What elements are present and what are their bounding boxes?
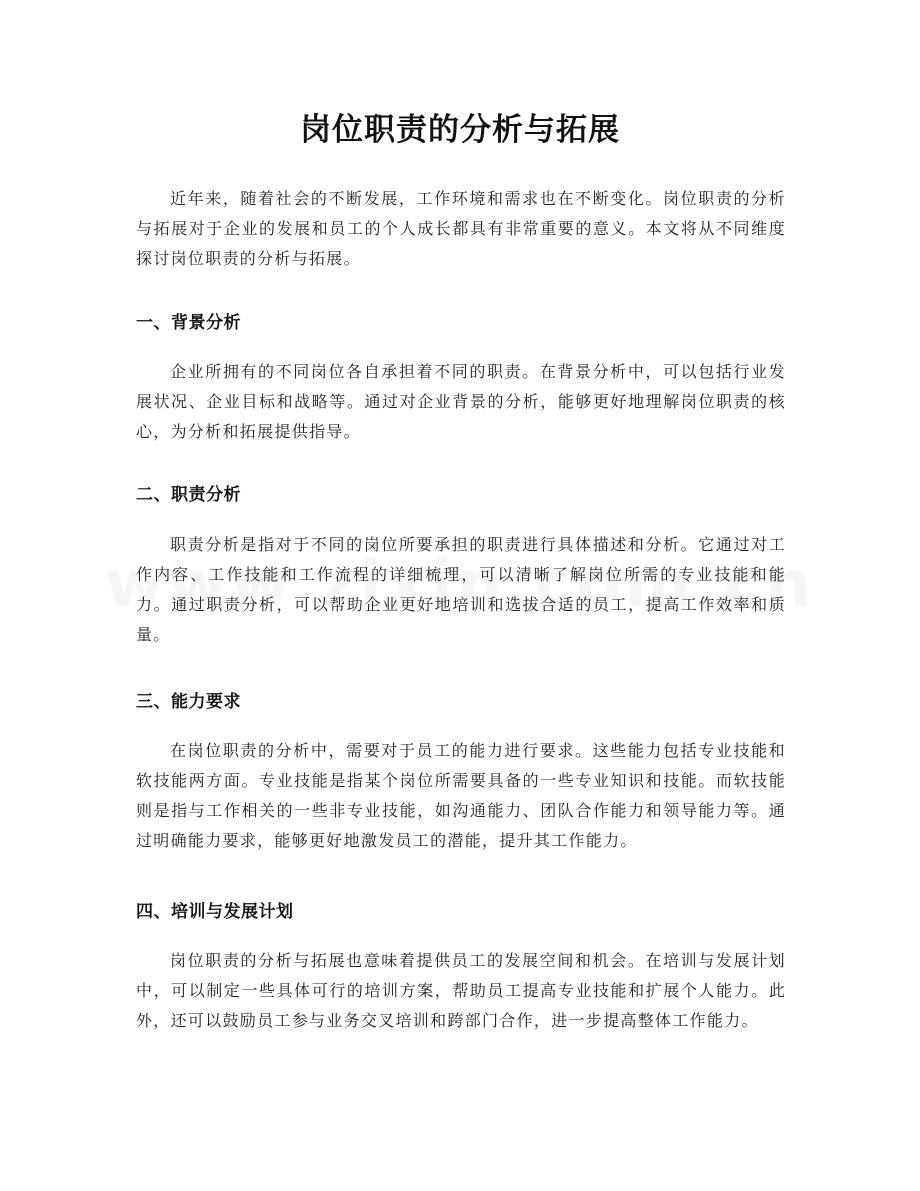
section-heading-training: 四、培训与发展计划 (136, 902, 294, 922)
section-heading-background: 一、背景分析 (136, 313, 241, 333)
section-body-abilities: 在岗位职责的分析中，需要对于员工的能力进行要求。这些能力包括专业技能和软技能两方面。专业技能是指某个岗位所需要具备的一些专业知识和技能。而软技能则是指与工作相关的一些非专业技能，如沟通能力、团队合作能力和领导能力等。通过明确能力要求，能够更好地激发员工的潜能，提升其工作能力。 (136, 741, 786, 850)
section-body-background: 企业所拥有的不同岗位各自承担着不同的职责。在背景分析中，可以包括行业发展状况、企业目标和战略等。通过对企业背景的分析，能够更好地理解岗位职责的核心，为分析和拓展提供指导。 (136, 362, 786, 441)
section-heading-duties: 二、职责分析 (136, 485, 241, 505)
page-title: 岗位职责的分析与拓展 (300, 112, 620, 148)
intro-paragraph: 近年来，随着社会的不断发展，工作环境和需求也在不断变化。岗位职责的分析与拓展对于企业的发展和员工的个人成长都具有非常重要的意义。本文将从不同维度探讨岗位职责的分析与拓展。 (136, 189, 786, 268)
section-body-duties: 职责分析是指对于不同的岗位所要承担的职责进行具体描述和分析。它通过对工作内容、工作技能和工作流程的详细梳理，可以清晰了解岗位所需的专业技能和能力。通过职责分析，可以帮助企业更好地培训和选拔合适的员工，提高工作效率和质量。 (136, 535, 786, 644)
section-body-training: 岗位职责的分析与拓展也意味着提供员工的发展空间和机会。在培训与发展计划中，可以制定一些具体可行的培训方案，帮助员工提高专业技能和扩展个人能力。此外，还可以鼓励员工参与业务交叉培训和跨部门合作，进一步提高整体工作能力。 (136, 951, 786, 1030)
section-heading-abilities: 三、能力要求 (136, 692, 241, 712)
